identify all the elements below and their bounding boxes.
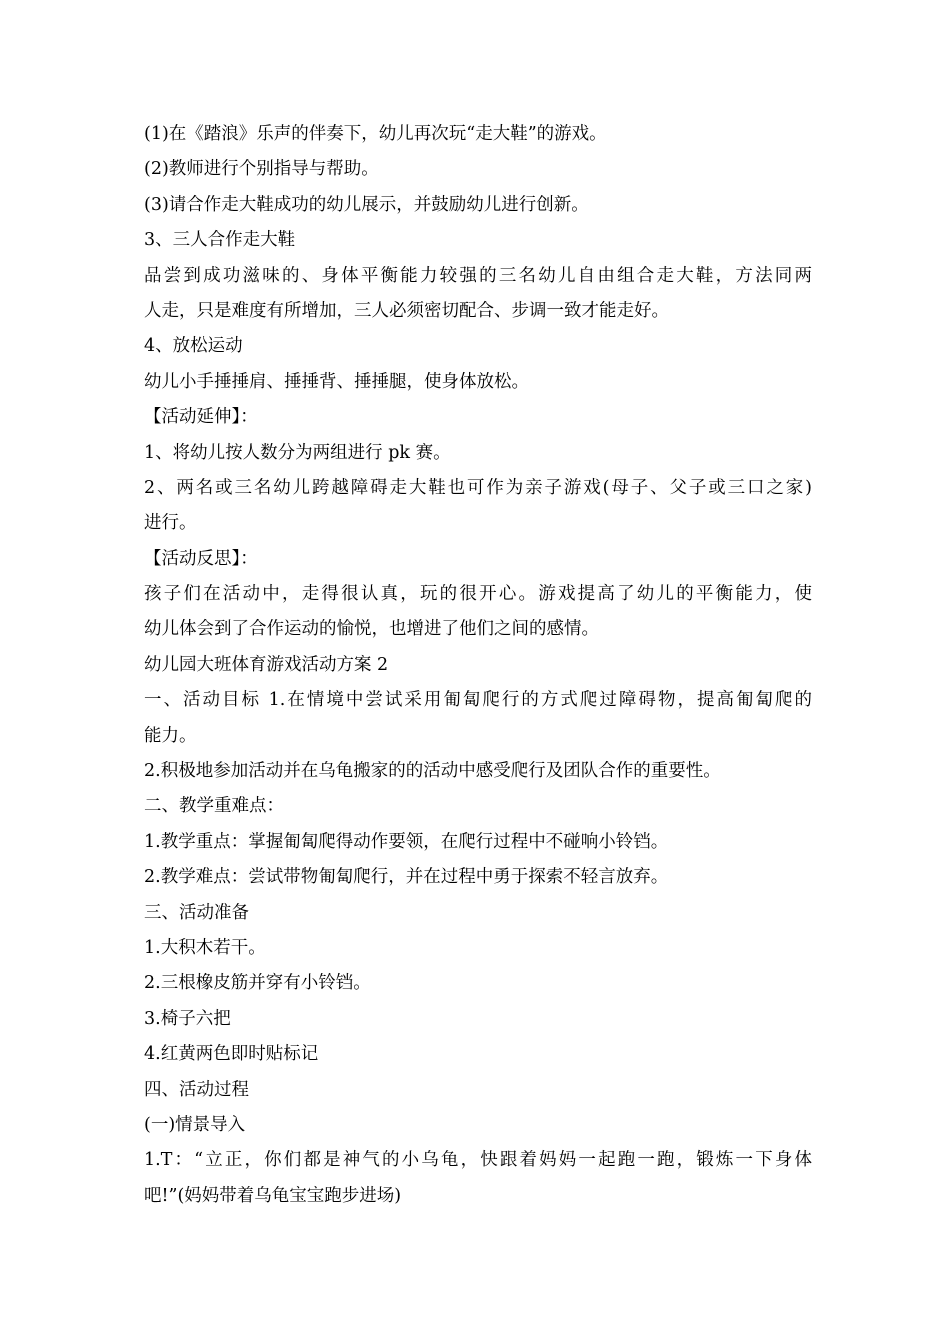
text-line: 2.积极地参加活动并在乌龟搬家的的活动中感受爬行及团队合作的重要性。 [144,761,721,782]
text-line: 能力。 [144,725,197,746]
section-heading: 【活动反思】： [144,548,258,569]
section-heading: 四、活动过程 [144,1079,249,1100]
section-heading: 三、活动准备 [144,902,249,923]
text-line: 幼儿体会到了合作运动的愉悦，也增进了他们之间的感情。 [144,619,599,640]
text-line: 1.T：“立正，你们都是神气的小乌龟，快跟着妈妈一起跑一跑，锻炼一下身体 [144,1150,812,1171]
text-line: 品尝到成功滋味的、身体平衡能力较强的三名幼儿自由组合走大鞋，方法同两 [144,265,812,286]
text-line: 2.三根橡皮筋并穿有小铃铛。 [144,973,371,994]
section-heading: 4、放松运动 [144,336,243,357]
document-body [144,117,812,1214]
text-line: (1)在《踏浪》乐声的伴奏下，幼儿再次玩“走大鞋”的游戏。 [144,124,607,144]
text-line: 孩子们在活动中，走得很认真，玩的很开心。游戏提高了幼儿的平衡能力，使 [144,584,812,605]
text-line: 幼儿小手捶捶肩、捶捶背、捶捶腿，使身体放松。 [144,371,529,392]
section-heading: 二、教学重难点： [144,796,284,817]
section-heading: (一)情景导入 [144,1114,246,1135]
text-line: 人走，只是难度有所增加，三人必须密切配合、步调一致才能走好。 [144,300,669,321]
document-title: 幼儿园大班体育游戏活动方案 2 [144,654,389,675]
text-line: (2)教师进行个别指导与帮助。 [144,159,379,180]
text-line: (3)请合作走大鞋成功的幼儿展示，并鼓励幼儿进行创新。 [144,194,589,215]
text-line: 一、活动目标 1.在情境中尝试采用匍匐爬行的方式爬过障碍物，提高匍匐爬的 [144,690,812,711]
text-line: 2、两名或三名幼儿跨越障碍走大鞋也可作为亲子游戏(母子、父子或三口之家) [144,477,812,498]
text-line: 1.教学重点：掌握匍匐爬得动作要领，在爬行过程中不碰响小铃铛。 [144,831,669,852]
text-line: 4.红黄两色即时贴标记 [144,1044,319,1065]
section-heading: 【活动延伸】： [144,407,258,428]
section-heading: 3、三人合作走大鞋 [144,230,296,251]
text-line: 1、将幼儿按人数分为两组进行 pk 赛。 [144,442,451,463]
text-line: 进行。 [144,513,197,534]
text-line: 2.教学难点：尝试带物匍匐爬行，并在过程中勇于探索不轻言放弃。 [144,867,669,888]
text-line: 吧!”(妈妈带着乌龟宝宝跑步进场) [144,1185,402,1206]
text-line: 1.大积木若干。 [144,937,266,958]
text-line: 3.椅子六把 [144,1008,231,1029]
